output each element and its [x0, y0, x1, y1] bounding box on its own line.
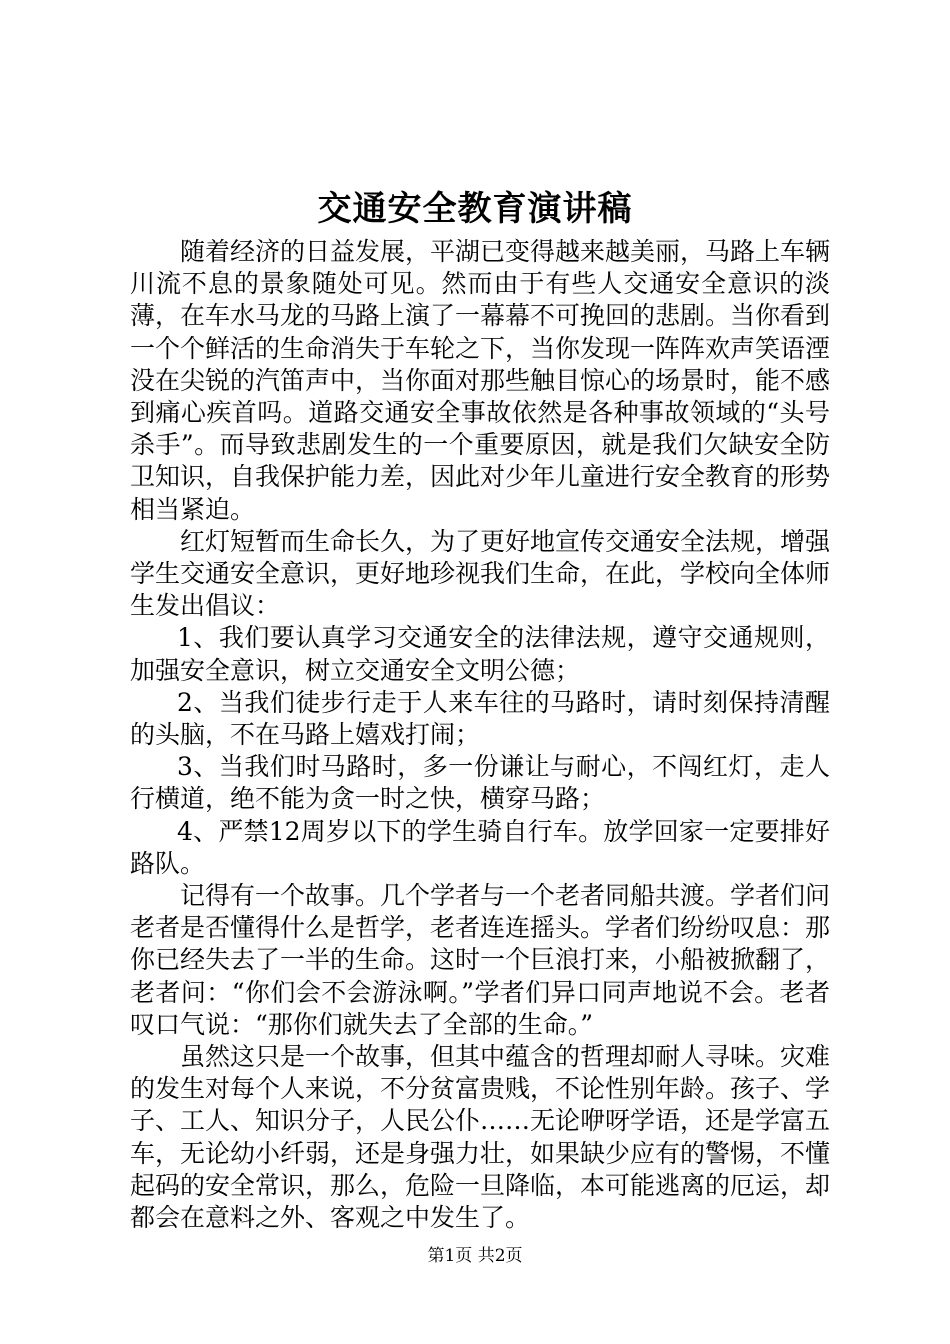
document-title: 交通安全教育演讲稿 — [317, 189, 633, 229]
document-body — [130, 236, 830, 1234]
proposal-item-1: 1、我们要认真学习交通安全的法律法规，遵守交通规则，加强安全意识，树立交通安全文明公德； — [130, 623, 830, 685]
paragraph-story: 记得有一个故事。几个学者与一个老者同船共渡。学者们问老者是否懂得什么是哲学，老者连连摇头。学者们纷纷叹息：那你已经失去了一半的生命。这时一个巨浪打来，小船被掀翻了，老者问：“你们会不会游泳啊。”学者们异口同声地说不会。老者叹口气说：“那你们就失去了全部的生命。” — [130, 881, 831, 1039]
proposal-item-3: 3、当我们时马路时，多一份谦让与耐心，不闯红灯，走人行横道，绝不能为贪一时之快，横穿马路； — [130, 752, 830, 814]
proposal-item-2: 2、当我们徒步行走于人来车往的马路时，请时刻保持清醒的头脑，不在马路上嬉戏打闹； — [130, 687, 830, 750]
page-number-footer: 第1页 共2页 — [427, 1246, 523, 1266]
paragraph-proposal: 红灯短暂而生命长久，为了更好地宣传交通安全法规，增强学生交通安全意识，更好地珍视我们生命，在此，学校向全体师生发出倡议： — [130, 526, 831, 621]
proposal-item-4: 4、严禁12周岁以下的学生骑自行车。放学回家一定要排好路队。 — [130, 816, 830, 878]
paragraph-conclusion: 虽然这只是一个故事，但其中蕴含的哲理却耐人寻味。灾难的发生对每个人来说，不分贫富贵贱，不论性别年龄。孩子、学子、工人、知识分子，人民公仆……无论咿呀学语，还是学富五车，无论幼小纤弱，还是身强力壮，如果缺少应有的警惕，不懂起码的安全常识，那么，危险一旦降临，本可能逃离的厄运，却都会在意料之外、客观之中发生了。 — [130, 1042, 831, 1233]
paragraph-intro: 随着经济的日益发展，平湖已变得越来越美丽，马路上车辆川流不息的景象随处可见。然而由于有些人交通安全意识的淡薄，在车水马龙的马路上演了一幕幕不可挽回的悲剧。当你看到一个个鲜活的生命消失于车轮之下，当你发现一阵阵欢声笑语湮没在尖锐的汽笛声中，当你面对那些触目惊心的场景时，能不感到痛心疾首吗。道路交通安全事故依然是各种事故领域的“头号杀手”。而导致悲剧发生的一个重要原因，就是我们欠缺安全防卫知识，自我保护能力差，因此对少年儿童进行安全教育的形势相当紧迫。 — [130, 237, 831, 524]
